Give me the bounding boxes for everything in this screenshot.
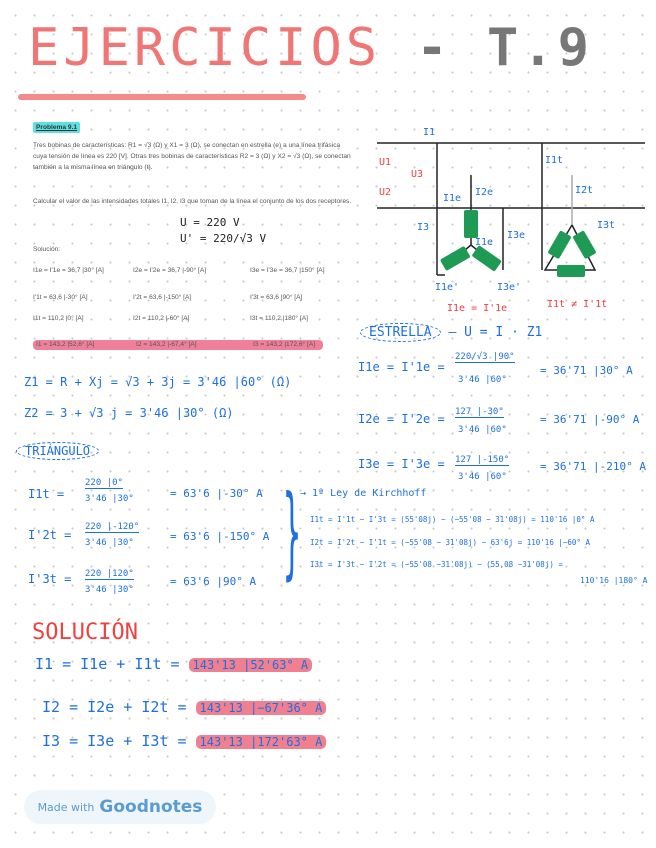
rhs: = 63'6 |-30° A (170, 487, 263, 500)
rhs: = 36'71 |30° A (540, 364, 633, 377)
result: I3 = 143,2 |172,6° [A] (253, 341, 316, 348)
kirchhoff-result: 110'16 |180° A (580, 576, 648, 585)
badge-brand: Goodnotes (99, 797, 203, 817)
num: 127 |-30° (455, 407, 504, 417)
num: 220 |0° (85, 478, 123, 488)
label: I3e' (497, 282, 522, 293)
estrella-heading (360, 325, 542, 340)
final-lhs: I1 = I1e + I1t = (35, 655, 180, 673)
estrella-oval: ESTRELLA (360, 323, 441, 342)
final-row (42, 698, 326, 716)
cell: I3t = 110,2 |180° [A] (250, 315, 308, 322)
lhs: I'3t = (28, 572, 72, 586)
num: 220 |120° (85, 569, 134, 579)
z1-equation: Z1 = R + Xj = √3 + 3j = 3'46 |60° (Ω) (24, 375, 292, 389)
kirchhoff-line: I2t = I'2t − I'1t = (−55'08 − 31'08j) − 63'6j = 110'16 |−60° A (310, 538, 590, 547)
label: I3e (507, 230, 526, 241)
num: 127 |-150° (455, 455, 510, 465)
impedances (440, 210, 597, 277)
final-row (42, 732, 326, 750)
title-sep: - (381, 18, 487, 78)
final-row (35, 655, 312, 673)
cell: I2e = I'2e = 36,7 |-90° [A] (133, 267, 207, 274)
problem-tag: Problema 9.1 (33, 122, 80, 133)
triangulo-heading (16, 444, 99, 458)
label: U2 (379, 187, 392, 198)
lhs: I1e = I'1e = (358, 360, 445, 374)
cell: I2t = 110,2 |-60° [A] (133, 315, 190, 322)
den: 3'46 |60° (458, 425, 507, 435)
num: 220 |-120° (85, 522, 140, 532)
final-value: 143'13 |52'63° A (189, 658, 313, 672)
label: I1e' (435, 282, 460, 293)
rhs: = 63'6 |90° A (170, 575, 257, 588)
num: 220/√3 |90° (455, 352, 515, 362)
cell: I1t = 110,2 |0° [A] (33, 315, 84, 322)
label: I3 (417, 222, 430, 233)
lhs: I'2t = (28, 528, 72, 542)
final-lhs: I3 = I3e + I3t = (42, 732, 187, 750)
delta-note: I1t ≠ I'1t (547, 299, 608, 310)
badge-prefix: Made with (37, 800, 95, 814)
problem-question: Calcular el valor de las intensidades totales I1, I2, I3 que toman de la línea el conjunto de los dos receptores. (33, 198, 352, 205)
rhs: = 36'71 |-210° A (540, 460, 646, 473)
final-value: 143'13 |172'63° A (196, 735, 327, 749)
label: I2t (575, 185, 594, 196)
final-value: 143'13 |−67'36° A (196, 701, 327, 715)
cell: I'3t = 63,6 |90° [A] (250, 294, 303, 301)
solucion-heading: SOLUCIÓN (32, 620, 138, 645)
den: 3'46 |60° (458, 472, 507, 482)
lhs: I2e = I'2e = (358, 412, 445, 426)
solution-label: Solución: (33, 246, 61, 253)
label: I1 (423, 127, 436, 138)
kirchhoff-line: I1t = I'1t − I'3t = (55'08j) − (−55'08 − 31'08j) = 110'16 |0° A (310, 515, 595, 524)
label: I1e (443, 193, 462, 204)
title-topic: T.9 (487, 18, 593, 78)
label: I1t (545, 155, 564, 166)
den: 3'46 |30° (85, 585, 134, 595)
title-underline (18, 94, 306, 100)
ohm-law: — U = I · Z1 (448, 325, 543, 340)
cell: I'2t = 63,6 |-150° [A] (133, 294, 192, 301)
kirchhoff-line: I3t = I'3t − I'2t = (−55'08 −31'08j) − (55,08 −31'08j) = (310, 560, 563, 569)
den: 3'46 |30° (85, 538, 134, 548)
cell: I1e = I'1e = 36,7 |30° [A] (33, 267, 104, 274)
final-lhs: I2 = I2e + I2t = (42, 698, 187, 716)
label: I2e (475, 187, 494, 198)
den: 3'46 |30° (85, 494, 134, 504)
kirchhoff-heading: → 1ª Ley de Kirchhoff (300, 488, 427, 499)
label: U3 (411, 169, 424, 180)
den: 3'46 |60° (458, 375, 507, 385)
title-main: EJERCICIOS (28, 18, 382, 78)
goodnotes-badge[interactable] (24, 790, 216, 824)
result: I2 = 143,2 |-67,4° [A] (136, 341, 197, 348)
circuit-diagram (365, 115, 656, 315)
page-title (28, 18, 593, 78)
phase-voltage: U' = 220/√3 V (180, 232, 267, 245)
problem-statement: Tres bobinas de características: R1 = √3 (Ω) y X1 = 3 (Ω), se conectan en estrella (e) a una línea trifásica cuya tensión de línea es 220 [V]. Otras tres bobinas de características R2 = 3 (Ω) y X2 = √3 (Ω), se conectan también a la misma línea en triángulo (t). (33, 142, 351, 171)
cell: I'1t = 63,6 |-30° [A] (33, 294, 88, 301)
rhs: = 63'6 |-150° A (170, 530, 270, 543)
rhs: = 36'71 |-90° A (540, 413, 640, 426)
line-voltage: U = 220 V (180, 216, 240, 229)
lhs: I3e = I'3e = (358, 457, 445, 471)
brace: } (283, 473, 302, 590)
triangulo-oval: TRIÁNGULO (16, 442, 99, 460)
label: I1e (475, 237, 494, 248)
label: I3t (597, 220, 616, 231)
lhs: I1t = (28, 487, 65, 501)
z2-equation: Z2 = 3 + √3 j = 3'46 |30° (Ω) (24, 406, 234, 420)
star-note: I1e = I'1e (447, 303, 508, 314)
result: I1 = 143,2 |52,6° [A] (36, 341, 95, 348)
label: U1 (379, 157, 392, 168)
cell: I3e = I'3e = 36,7 |150° [A] (250, 267, 325, 274)
